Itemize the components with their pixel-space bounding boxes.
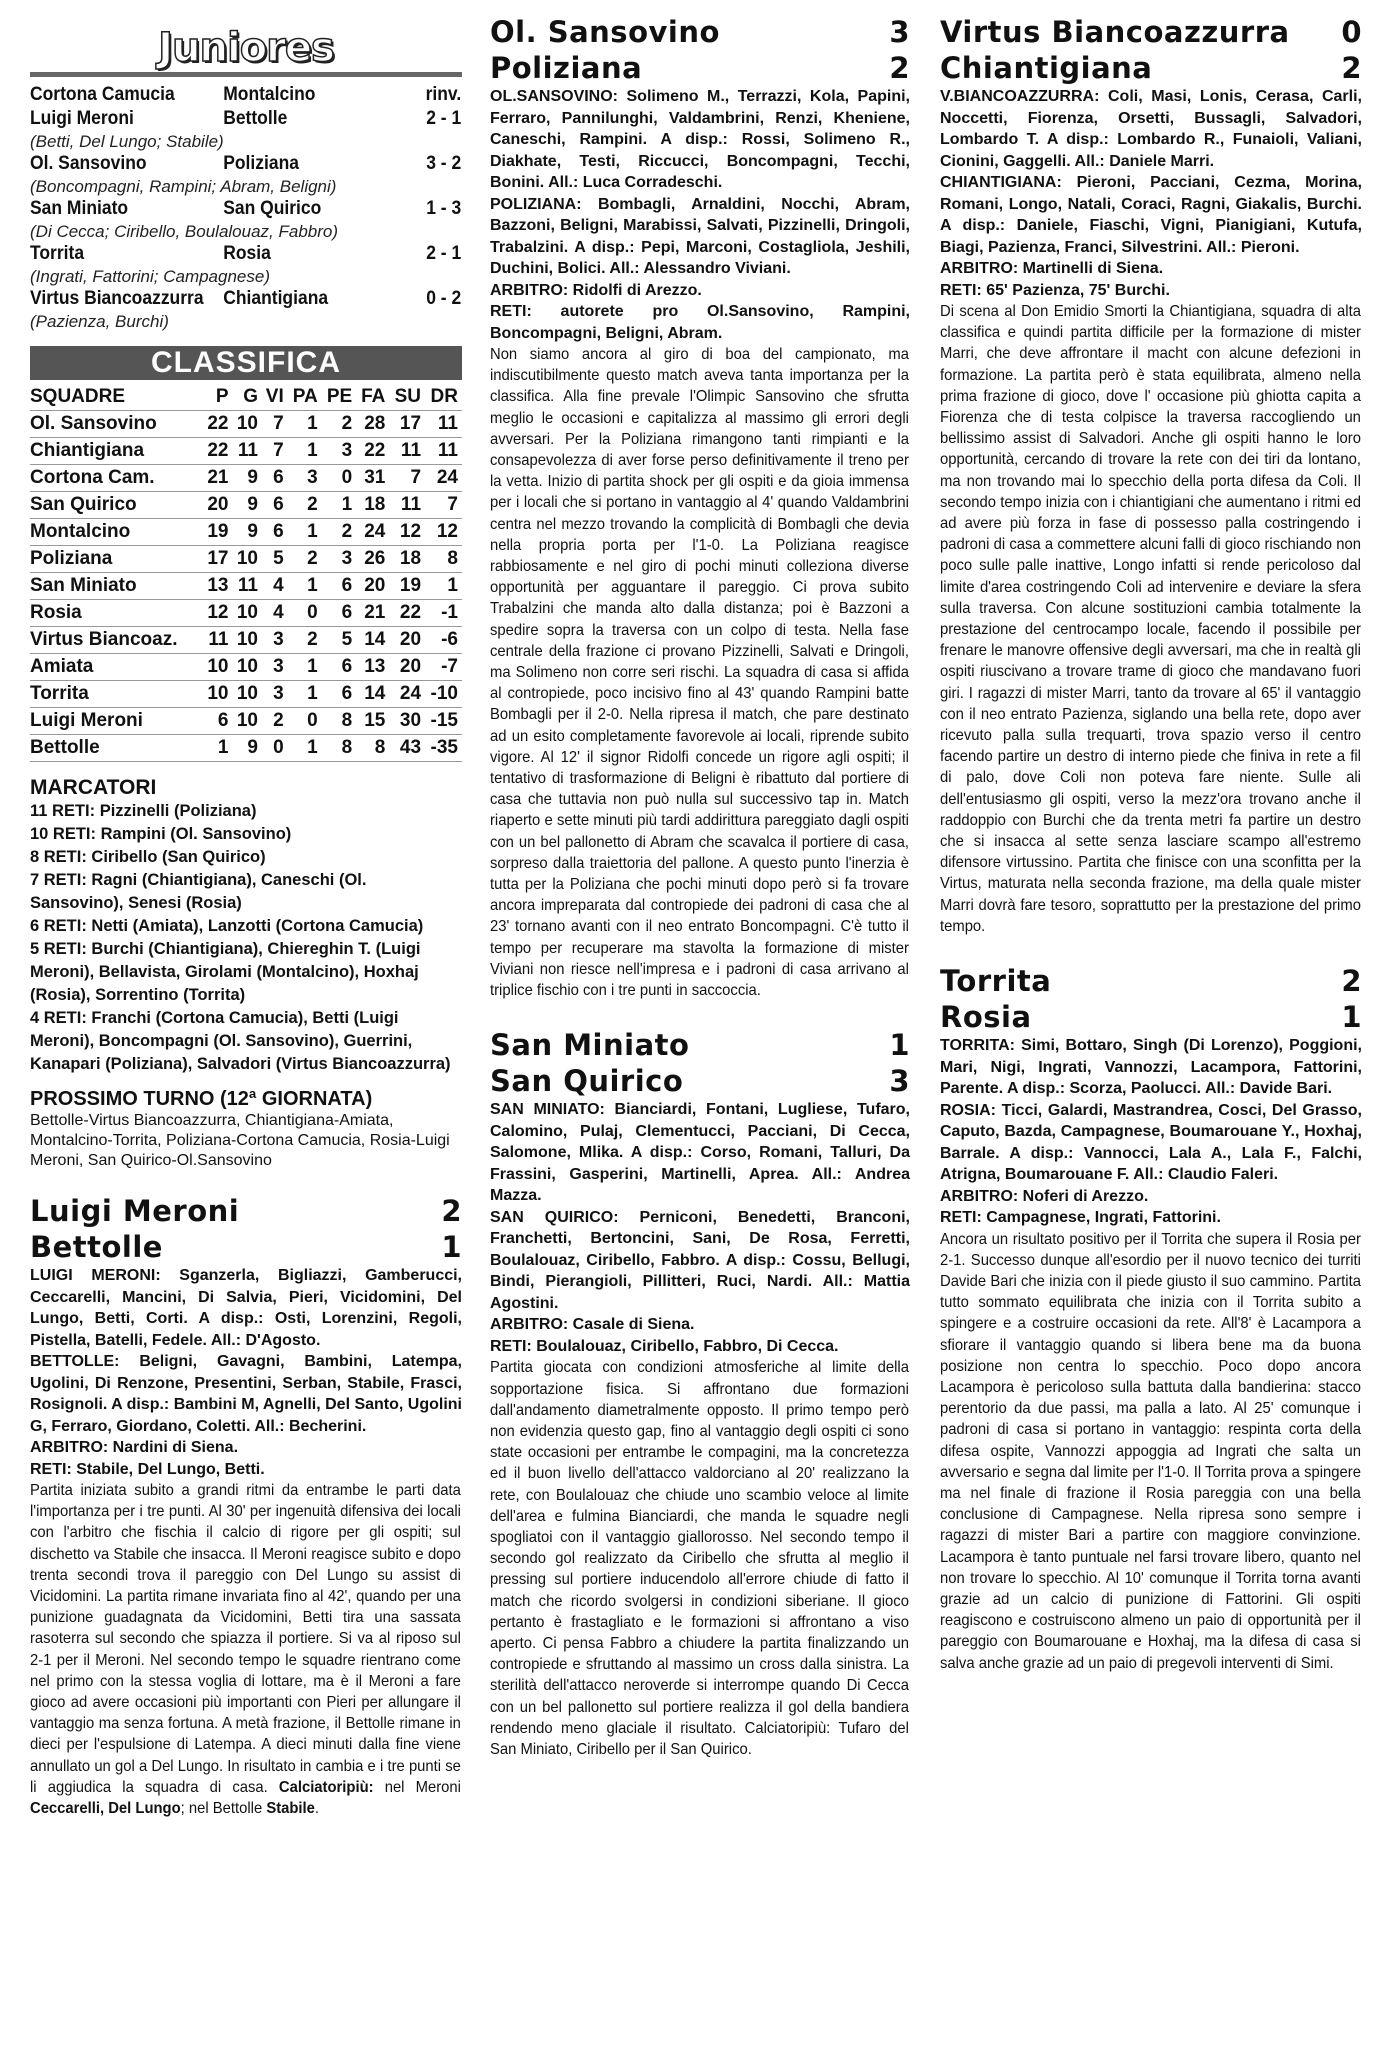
match-header-home <box>940 14 1362 50</box>
lineup-away: BETTOLLE: Beligni, Gavagni, Bambini, Latempa, Ugolini, Di Renzone, Presentini, Serban, Stabile, Frasci, Rosignoli. A disp.: Bambini M, Agnelli, Del Santo, Ugolini G, Ferraro, Giordano, Coletti. All.: Becherini. <box>30 1353 462 1435</box>
team-name: Virtus Biancoazzurra <box>940 15 1290 49</box>
standings-value: 12 <box>425 519 462 546</box>
result-home: Cortona Camucia <box>30 84 175 105</box>
standings-value: 6 <box>262 492 288 519</box>
team-score: 3 <box>889 1064 910 1099</box>
match-header-away <box>490 1063 910 1099</box>
standings-team: Bettolle <box>30 735 203 762</box>
standings-value: 1 <box>203 735 232 762</box>
standings-value: 9 <box>233 465 262 492</box>
team-score: 2 <box>441 1194 462 1228</box>
match-report: Di scena al Don Emidio Smorti la Chiantigiana, squadra di alta classifica e quindi partita difficile per la formazione di mister Marri, che deve affrontare il macht con alcune defezioni in formazione. La partita però è stata equilibrata, almeno nella prima frazione di gioco, dove l' occasione più ghiotta capita a Fiorenza che di testa colpisce la traversa raccogliendo un bellissimo assist di Salvadori. Anche gli ospiti hanno le loro opportunità, cercando di trovare la rete con dei tiri da lontano, ma non trovando mai lo specchio della porta difesa da Coli. Il secondo tempo inizia con i chiantigiani che aumentano i ritmi ed ad avere più forza in fase di possesso palla costringendo i padroni di casa a commettere alcuni falli di gioco rischiando non poco sulle palle inattive, Longo infatti si rende pericoloso dal limite d'area costringendo Coli ad intervenire e deviare la sfera sulla traversa. Con alcune sostituzioni cambia totalmente la prestazione del centrocampo locale, facendo il possibile per frenare le manovre offensive degli avversari, ma che in realtà gli ospiti riuscivano a trovare trame di gioco che mandavano fuori giri. I ragazzi di mister Marri, tanto da trovare al 65' il vantaggio con il neo entrato Pazienza, siglando una bella rete, dopo aver ricevuto palla sulla trequarti, trova spazio verso il centro facendo partire un destro di interno piede che finiva in rete a fil di palo, dove Coli non poteva fare niente. Sulle ali dell'entusiasmo gli ospiti, verso la mezz'ora trovano anche il raddoppio con Burchi che da trenta metri fa partire un destro che si insacca al sette senza lasciare scampo all'estremo difensore virtussino. Partita che finisce con una sconfitta per la Virtus, maturata nella seconda frazione, ma della quale mister Marri dovrà fare tesoro, soprattutto per la prestazione del primo tempo. <box>940 303 1361 935</box>
goals: RETI: Boulalouaz, Ciribello, Fabbro, Di Cecca. <box>490 1337 839 1355</box>
standings-value: 4 <box>262 573 288 600</box>
standings-value: 7 <box>262 411 288 438</box>
result-score: 2 - 1 <box>426 243 462 264</box>
match-report: Non siamo ancora al giro di boa del campionato, ma indiscutibilmente questo match aveva tanta importanza per la classifica. Alla fine prevale l'Olimpic Sansovino che sfrutta meglio le occasioni e capitalizza al massimo gli errori degli avversari. Per la Poliziana rimangono tanti rimpianti e la consapevolezza di aver forse perso definitivamente il treno per la vetta. Inizio di partita shock per gli ospiti e da gioia immensa per i locali che si portano in vantaggio al 4' quando Valdambrini centra nel mezzo trovando la complicità di Bombagli che devia nella propria porta per l'1-0. La Poliziana reagisce rabbiosamente e nel giro di pochi minuti colleziona diverse opportunità per agguantare il pareggio. Ci prova subito Trabalzini che manda alto dalla distanza; poi è Bazzoni a spedire sopra la traversa con un colpo di testa. Nella fase centrale della frazione ci provano Pizzinelli, Salvati e Dringoli, ma Solimeno non corre seri rischi. La squadra di casa si affida al contropiede, poco incisivo fino al 43' quando Rampini batte Bombagli per il 2-0. Nella ripresa il match, che pare destinato ad un esito completamente favorevole ai locali, riprende subito vigore. Al 12' il signor Ridolfi concede un rigore agli ospiti; il tentativo di trasformazione di Beligni è ribattuto dal portiere di casa che tuttavia non può nulla sul successivo tap in. Match riaperto e sette minuti più tardi addirittura pareggiato dagli ospiti con un bel pallonetto di Abram che scavalca il portiere di casa, sorpreso dalla traiettoria del pallone. A questo punto l'inerzia è tutta per la Poliziana che pochi minuti dopo però si fa trovare ancora impreparata dal contropiede dei padroni di casa che al 23' tornano avanti con il neo entrato Boncompagni. C'è tutto il tempo per recuperare ma stavolta la formazione di mister Viviani non riesce nell'impresa e i padroni di casa arrivano al triplice fischio con i tre punti in saccoccia. <box>490 346 909 1000</box>
match-header-home <box>490 1027 910 1063</box>
standings-col-header: VI <box>262 384 288 411</box>
standings-value: 8 <box>425 546 462 573</box>
standings-value: 3 <box>322 438 356 465</box>
standings-value: 1 <box>425 573 462 600</box>
standings-value: 1 <box>288 438 322 465</box>
result-scorers: (Ingrati, Fattorini; Campagnese) <box>30 267 270 286</box>
standings-value: 0 <box>262 735 288 762</box>
result-scorers: (Di Cecca; Ciribello, Boulalouaz, Fabbro) <box>30 222 339 241</box>
standings-value: 11 <box>389 492 425 519</box>
standings-value: 2 <box>288 627 322 654</box>
standings-row <box>30 708 462 735</box>
standings-value: -6 <box>425 627 462 654</box>
standings-value: 13 <box>203 573 232 600</box>
standings-value: 43 <box>389 735 425 762</box>
standings-team: Luigi Meroni <box>30 708 203 735</box>
standings-value: 10 <box>233 600 262 627</box>
standings-row <box>30 465 462 492</box>
standings-value: -10 <box>425 681 462 708</box>
match-header-home <box>940 963 1362 999</box>
standings-value: 22 <box>389 600 425 627</box>
result-row <box>30 107 461 131</box>
lineup-home: SAN MINIATO: Bianciardi, Fontani, Lugliese, Tufaro, Calomino, Pulaj, Clementucci, Pacciani, Di Cecca, Salomone, Mlika. A disp.: Corso, Romani, Talluri, Da Frassini, Gasperini, Martinelli, Aprea. All.: Andrea Mazza. <box>490 1101 910 1205</box>
standings-value: 1 <box>288 654 322 681</box>
standings-value: 31 <box>356 465 389 492</box>
result-away: Chiantigiana <box>223 288 329 309</box>
standings-value: 22 <box>356 438 389 465</box>
team-score: 2 <box>1341 964 1362 999</box>
column-right <box>940 14 1362 1674</box>
match-header-away <box>490 50 910 86</box>
result-away: Montalcino <box>223 84 316 105</box>
referee: ARBITRO: Ridolfi di Arezzo. <box>490 281 702 299</box>
lineup-home: TORRITA: Simi, Bottaro, Singh (Di Lorenzo), Poggioni, Mari, Nigi, Ingrati, Vannozzi, Lacampora, Fattorini, Parente. A disp.: Scorza, Paolucci. All.: Davide Bari. <box>940 1037 1362 1098</box>
team-score: 2 <box>1341 51 1362 85</box>
standings-value: 6 <box>322 573 356 600</box>
prossimo-turno-text: Bettolle-Virtus Biancoazzurra, Chiantigiana-Amiata, Montalcino-Torrita, Poliziana-Cortona Camucia, Rosia-Luigi Meroni, San Quirico-Ol.Sansovino <box>30 1112 450 1169</box>
classifica-title: CLASSIFICA <box>30 346 462 380</box>
standings-value: -15 <box>425 708 462 735</box>
standings-col-header: PA <box>288 384 322 411</box>
standings-value: 10 <box>233 411 262 438</box>
standings-value: 11 <box>389 438 425 465</box>
team-score: 2 <box>889 51 910 85</box>
standings-value: 2 <box>322 411 356 438</box>
standings-row <box>30 573 462 600</box>
team-score: 1 <box>1341 1000 1362 1035</box>
standings-value: -35 <box>425 735 462 762</box>
result-home: San Miniato <box>30 198 129 219</box>
standings-team: Ol. Sansovino <box>30 411 203 438</box>
column-middle <box>490 14 910 1760</box>
standings-value: 28 <box>356 411 389 438</box>
standings-value: 1 <box>288 681 322 708</box>
match-header-away <box>940 999 1362 1035</box>
goals: RETI: Stabile, Del Lungo, Betti. <box>30 1460 265 1478</box>
standings-value: 1 <box>288 411 322 438</box>
standings-value: -7 <box>425 654 462 681</box>
standings-value: 30 <box>389 708 425 735</box>
marcatori-line: 6 RETI: Netti (Amiata), Lanzotti (Cortona Camucia) <box>30 917 424 935</box>
match-header-away <box>30 1229 462 1265</box>
team-name: San Miniato <box>490 1028 690 1063</box>
standings-col-header: PE <box>322 384 356 411</box>
standings-value: 10 <box>203 681 232 708</box>
standings-team: San Miniato <box>30 573 203 600</box>
standings-value: 19 <box>203 519 232 546</box>
result-scorers: (Boncompagni, Rampini; Abram, Beligni) <box>30 177 337 196</box>
standings-col-header: FA <box>356 384 389 411</box>
result-away: San Quirico <box>223 198 322 219</box>
team-name: Chiantigiana <box>940 51 1153 85</box>
match-report <box>30 1480 461 1819</box>
referee: ARBITRO: Nardini di Siena. <box>30 1439 239 1456</box>
result-away: Bettolle <box>223 108 288 129</box>
result-row <box>30 242 461 266</box>
prossimo-turno-title: PROSSIMO TURNO (12ª GIORNATA) <box>30 1088 373 1110</box>
standings-team: Cortona Cam. <box>30 465 203 492</box>
lineup-home: OL.SANSOVINO: Solimeno M., Terrazzi, Kola, Papini, Ferraro, Pannilunghi, Valdambrini, Renzi, Kheniene, Caneschi, Rampini. A disp.: Rossi, Solimeno R., Diakhate, Testi, Riccucci, Boncompagni, Tecchi, Bonini. All.: Luca Corradeschi. <box>490 88 910 191</box>
standings-value: 11 <box>233 573 262 600</box>
results-list <box>30 83 462 332</box>
standings-value: 22 <box>203 438 232 465</box>
team-name: Luigi Meroni <box>30 1194 240 1228</box>
standings-team: Virtus Biancoaz. <box>30 627 203 654</box>
result-away: Poliziana <box>223 153 299 174</box>
standings-col-header: P <box>203 384 232 411</box>
lineup-home: V.BIANCOAZZURRA: Coli, Masi, Lonis, Cerasa, Carli, Noccetti, Fiorenza, Orsetti, Bussagli, Salvadori, Lombardo T. A disp.: Lombardo R., Funaioli, Valiani, Cionini, Gaggelli. All.: Daniele Marri. <box>940 88 1362 170</box>
standings-value: 12 <box>203 600 232 627</box>
calciatoripiu-bettolle: Stabile <box>266 1800 315 1818</box>
standings-value: 15 <box>356 708 389 735</box>
standings-header-row <box>30 384 462 411</box>
standings-row <box>30 546 462 573</box>
standings-value: 11 <box>203 627 232 654</box>
referee: ARBITRO: Noferi di Arezzo. <box>940 1187 1149 1205</box>
standings-value: 13 <box>356 654 389 681</box>
standings-value: 6 <box>322 681 356 708</box>
standings-value: 9 <box>233 735 262 762</box>
standings-row <box>30 519 462 546</box>
standings-value: 3 <box>262 654 288 681</box>
standings-value: 17 <box>389 411 425 438</box>
standings-value: 6 <box>322 600 356 627</box>
standings-value: 2 <box>288 546 322 573</box>
standings-value: 2 <box>262 708 288 735</box>
standings-col-header: DR <box>425 384 462 411</box>
standings-value: 1 <box>322 492 356 519</box>
standings-value: 7 <box>425 492 462 519</box>
result-home: Virtus Biancoazzurra <box>30 288 204 309</box>
standings-row <box>30 654 462 681</box>
standings-value: 3 <box>262 627 288 654</box>
match-header-home <box>30 1193 462 1229</box>
standings-value: 7 <box>262 438 288 465</box>
result-score: 2 - 1 <box>426 108 462 129</box>
calciatoripiu-label: Calciatoripiù: <box>278 1778 374 1796</box>
marcatori-line: 11 RETI: Pizzinelli (Poliziana) <box>30 802 257 820</box>
standings-value: 6 <box>262 519 288 546</box>
standings-value: 3 <box>262 681 288 708</box>
result-row <box>30 152 461 176</box>
standings-table <box>30 384 462 762</box>
standings-row <box>30 492 462 519</box>
standings-value: 18 <box>356 492 389 519</box>
result-home: Luigi Meroni <box>30 108 134 129</box>
standings-value: 3 <box>322 546 356 573</box>
standings-value: 0 <box>288 600 322 627</box>
standings-value: 21 <box>203 465 232 492</box>
standings-value: 17 <box>203 546 232 573</box>
standings-value: 2 <box>322 519 356 546</box>
result-row <box>30 197 461 221</box>
standings-row <box>30 411 462 438</box>
standings-value: 1 <box>288 573 322 600</box>
standings-value: 10 <box>233 681 262 708</box>
standings-value: 8 <box>322 708 356 735</box>
standings-value: 3 <box>288 465 322 492</box>
calciatoripiu-mid: ; nel Bettolle <box>180 1800 263 1818</box>
standings-value: 8 <box>322 735 356 762</box>
standings-value: 24 <box>356 519 389 546</box>
standings-value: 1 <box>288 519 322 546</box>
juniores-title: Juniores <box>158 25 334 71</box>
standings-value: 11 <box>425 438 462 465</box>
standings-value: 11 <box>425 411 462 438</box>
standings-row <box>30 735 462 762</box>
standings-col-header: SU <box>389 384 425 411</box>
standings-team: Torrita <box>30 681 203 708</box>
standings-team: Montalcino <box>30 519 203 546</box>
team-name: San Quirico <box>490 1064 684 1099</box>
standings-value: 5 <box>262 546 288 573</box>
standings-team: San Quirico <box>30 492 203 519</box>
standings-team: Amiata <box>30 654 203 681</box>
marcatori-list <box>30 800 462 1076</box>
standings-value: -1 <box>425 600 462 627</box>
lineup-away: CHIANTIGIANA: Pieroni, Pacciani, Cezma, Morina, Romani, Longo, Natali, Coraci, Ragni, Giakalis, Burchi. A disp.: Daniele, Fiaschi, Vigni, Pianigiani, Kutufa, Biagi, Pazienza, Franci, Silvestrini. All.: Pieroni. <box>940 174 1362 256</box>
result-score: 3 - 2 <box>426 153 462 174</box>
standings-value: 26 <box>356 546 389 573</box>
result-scorers: (Betti, Del Lungo; Stabile) <box>30 132 224 151</box>
result-away: Rosia <box>223 243 271 264</box>
standings-value: 24 <box>425 465 462 492</box>
calciatoripiu-text: nel Meroni <box>384 1778 461 1796</box>
goals: RETI: Campagnese, Ingrati, Fattorini. <box>940 1209 1221 1227</box>
standings-value: 22 <box>203 411 232 438</box>
standings-value: 20 <box>203 492 232 519</box>
result-home: Ol. Sansovino <box>30 153 147 174</box>
result-scorers: (Pazienza, Burchi) <box>30 312 169 331</box>
standings-row <box>30 438 462 465</box>
result-home: Torrita <box>30 243 85 264</box>
result-row <box>30 287 461 311</box>
match-header-home <box>490 14 910 50</box>
marcatori-line: 7 RETI: Ragni (Chiantigiana), Caneschi (Ol. Sansovino), Senesi (Rosia) <box>30 871 367 912</box>
standings-col-header: SQUADRE <box>30 384 203 411</box>
result-score: 0 - 2 <box>426 288 462 309</box>
team-name: Bettolle <box>30 1230 163 1264</box>
team-score: 3 <box>889 15 910 49</box>
standings-row <box>30 681 462 708</box>
marcatori-line: 4 RETI: Franchi (Cortona Camucia), Betti (Luigi Meroni), Boncompagni (Ol. Sansovino), Guerrini, Kanapari (Poliziana), Salvadori (Virtus Biancoazzurra) <box>30 1009 451 1073</box>
standings-value: 0 <box>288 708 322 735</box>
standings-value: 12 <box>389 519 425 546</box>
standings-value: 10 <box>233 627 262 654</box>
standings-value: 21 <box>356 600 389 627</box>
lineup-away: SAN QUIRICO: Perniconi, Benedetti, Branconi, Franchetti, Bertoncini, Sani, De Rosa, Ferretti, Boulalouaz, Ciribello, Fabbro. A disp.: Cossu, Bellugi, Bindi, Pierangioli, Pillitteri, Ruci, Nardi. All.: Mattia Agostini. <box>490 1208 910 1312</box>
lineup-away: ROSIA: Ticci, Galardi, Mastrandrea, Cosci, Del Grasso, Caputo, Bazda, Campagnese, Boumarouane Y., Hoxhaj, Barrale. A disp.: Vannocci, Lala A., Lala F., Falchi, Atrigna, Boumarouane F. All.: Claudio Faleri. <box>940 1101 1362 1184</box>
marcatori-title: MARCATORI <box>30 776 157 799</box>
title-rule <box>30 72 462 77</box>
result-row <box>30 83 461 107</box>
match-header-away <box>940 50 1362 86</box>
team-score: 0 <box>1341 15 1362 49</box>
standings-row <box>30 600 462 627</box>
standings-value: 9 <box>233 492 262 519</box>
calciatoripiu-meroni: Ceccarelli, Del Lungo <box>30 1800 181 1818</box>
standings-value: 20 <box>389 627 425 654</box>
standings-value: 2 <box>288 492 322 519</box>
standings-value: 4 <box>262 600 288 627</box>
column-left <box>30 14 462 1819</box>
team-name: Torrita <box>940 964 1052 999</box>
standings-value: 20 <box>389 654 425 681</box>
lineup-away: POLIZIANA: Bombagli, Arnaldini, Nocchi, Abram, Bazzoni, Beligni, Marabissi, Salvati, Pizzinelli, Dringoli, Trabalzini. A disp.: Pepi, Marconi, Costagliola, Jeshili, Duchini, Bolici. All.: Alessandro Viviani. <box>490 195 910 277</box>
match-report: Ancora un risultato positivo per il Torrita che supera il Rosia per 2-1. Successo dunque all'esordio per il nuovo tecnico dei turriti Davide Bari che inizia con il piede giusto il suo cammino. Partita tutto sommato equilibrata che inizia con il Torrita subito a spingere e a costruire occasioni da rete. All'8' è Lacampora a sfiorare il vantaggio quando si libera bene ma da buona posizione non centra lo specchio. Poco dopo ancora Lacampora è pericoloso sulla battuta dalla bandierina: stacco perentorio da due passi, ma palla a lato. Al 25' comunque i padroni di casa si portano in vantaggio: respinta corta della difesa ospite, Vannozzi appoggia ad Ingrati che salta un avversario e segna dal limite per l'1-0. Il Torrita prova a spingere ma nel finale di frazione il Rosia pareggia con una bella conclusione di Campagnese. Nella ripresa sono sempre i ragazzi di mister Bari a partire con maggiore convinzione. Lacampora è tanto puntuale nel farsi trovare libero, quanto nel non trovare lo specchio. Al 10' comunque il Torrita torna avanti grazie ad un calcio di punizione di Fattorini. Gli ospiti reagiscono e costruiscono almeno un paio di opportunità per il pareggio con Boumarouane e Hoxhaj, ma la difesa di casa si salva anche grazie ad un paio di pregevoli interventi di Simi. <box>940 1230 1361 1672</box>
result-score: rinv. <box>425 84 462 105</box>
standings-value: 6 <box>262 465 288 492</box>
marcatori-line: 8 RETI: Ciribello (San Quirico) <box>30 848 266 866</box>
standings-body <box>30 411 462 762</box>
standings-value: 19 <box>389 573 425 600</box>
standings-team: Rosia <box>30 600 203 627</box>
standings-row <box>30 627 462 654</box>
marcatori-line: 5 RETI: Burchi (Chiantigiana), Chiereghin T. (Luigi Meroni), Bellavista, Girolami (Montalcino), Hoxhaj (Rosia), Sorrentino (Torrita) <box>30 940 421 1004</box>
standings-value: 6 <box>322 654 356 681</box>
standings-value: 20 <box>356 573 389 600</box>
team-name: Rosia <box>940 1000 1032 1035</box>
report-period: . <box>314 1800 320 1818</box>
standings-value: 10 <box>203 654 232 681</box>
referee: ARBITRO: Casale di Siena. <box>490 1316 695 1334</box>
standings-value: 9 <box>233 519 262 546</box>
standings-value: 14 <box>356 627 389 654</box>
standings-value: 11 <box>233 438 262 465</box>
referee: ARBITRO: Martinelli di Siena. <box>940 260 1164 277</box>
marcatori-line: 10 RETI: Rampini (Ol. Sansovino) <box>30 825 292 843</box>
standings-value: 8 <box>356 735 389 762</box>
standings-value: 10 <box>233 654 262 681</box>
standings-value: 5 <box>322 627 356 654</box>
standings-value: 1 <box>288 735 322 762</box>
standings-value: 0 <box>322 465 356 492</box>
match-report: Partita giocata con condizioni atmosferiche al limite della sopportazione fisica. Si affrontano due formazioni dall'andamento diametralmente opposto. Il primo tempo però non evidenzia questo gap, fino al vantaggio degli ospiti ci sono state occasioni per entrambe le compagini, ma la concretezza ed il buon livello dell'attacco valdorciano al 20' realizzano la rete, con Boulalouaz che chiude uno scambio veloce al limite dell'area e fulmina Bianciardi, che manda le squadre negli spogliatoi con il vantaggio giallorosso. Nel secondo tempo il secondo gol realizzato da Ciribello che sfrutta al meglio il pressing sul portiere inducendolo all'errore chiude di fatto il match che ricordo svolgersi in condizioni siberiane. Il gioco pertanto è frastagliato e le formazioni si affrontano a viso aperto. Ci pensa Fabbro a chiudere la partita finalizzando un contropiede e sfruttando al massimo un cross dalla sinistra. La sterilità dell'attacco neroverde si interrompe quando Di Cecca con un bel pallonetto sul portiere realizza il gol della bandiera rendendo meno glaciale il risultato. Calciatoripiù: Tufaro del San Miniato, Ciribello per il San Quirico. <box>490 1359 909 1758</box>
standings-value: 6 <box>203 708 232 735</box>
result-score: 1 - 3 <box>426 198 462 219</box>
standings-value: 24 <box>389 681 425 708</box>
standings-value: 10 <box>233 708 262 735</box>
goals: RETI: autorete pro Ol.Sansovino, Rampini, Boncompagni, Beligni, Abram. <box>490 303 910 342</box>
standings-value: 10 <box>233 546 262 573</box>
goals: RETI: 65' Pazienza, 75' Burchi. <box>940 281 1170 299</box>
team-score: 1 <box>889 1028 910 1063</box>
standings-value: 18 <box>389 546 425 573</box>
standings-value: 14 <box>356 681 389 708</box>
standings-value: 7 <box>389 465 425 492</box>
lineup-home: LUIGI MERONI: Sganzerla, Bigliazzi, Gamberucci, Ceccarelli, Mancini, Di Salvia, Pieri, Vicidomini, Del Lungo, Betti, Corti. A disp.: Osti, Lorenzini, Regoli, Pistella, Batelli, Fedele. All.: D'Agosto. <box>30 1267 462 1349</box>
team-score: 1 <box>441 1230 462 1264</box>
standings-team: Chiantigiana <box>30 438 203 465</box>
standings-team: Poliziana <box>30 546 203 573</box>
team-name: Ol. Sansovino <box>490 15 720 49</box>
report-text: Partita iniziata subito a grandi ritmi da entrambe le parti data l'importanza per i tre punti. Al 30' per ingenuità difensiva dei locali con l'arbitro che fischia il calcio di rigore per gli ospiti; sul dischetto va Stabile che insacca. Il Meroni reagisce subito e dopo trenta secondi trova il pareggio con Del Lungo su assist di Vicidomini. La partita rimane invariata fino al 42', quando per una punizione guadagnata da Vicidomini, Betti tira una sassata rasoterra sul secondo che spiazza il portiere. Si va al riposo sul 2-1 per il Meroni. Nel secondo tempo le squadre rientrano come nel primo con la stessa voglia di lottare, ma è il Meroni a fare gioco ad avere occasioni più importanti con Pieri per allungare il vantaggio ma senza fortuna. A metà frazione, il Bettolle rimane in dieci per l'espulsione di Latempa. A dieci minuti dalla fine viene annullato un gol a Del Lungo. In risultato in cambia e i tre punti se li aggiudica la squadra di casa. <box>30 1482 461 1796</box>
team-name: Poliziana <box>490 51 643 85</box>
standings-col-header: G <box>233 384 262 411</box>
